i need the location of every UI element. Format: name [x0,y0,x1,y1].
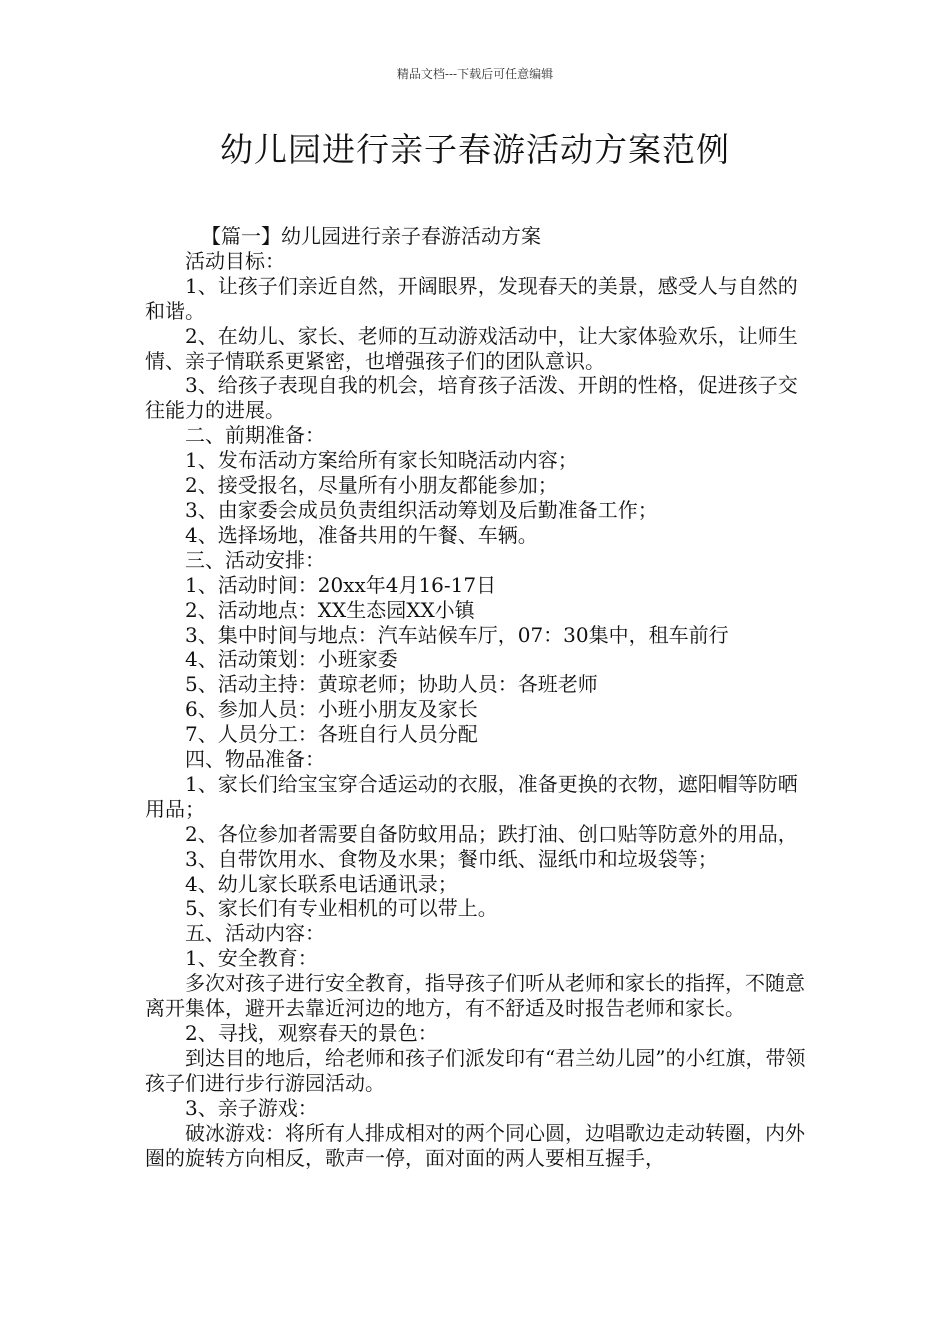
paragraph: 2、寻找，观察春天的景色： [185,1021,438,1045]
paragraph: 1、家长们给宝宝穿合适运动的衣服，准备更换的衣物，遮阳帽等防晒用品； [145,771,798,821]
paragraph: 5、家长们有专业相机的可以带上。 [185,896,498,921]
paragraph: 活动目标： [185,248,285,273]
paragraph: 7、人员分工：各班自行人员分配 [185,722,478,747]
paragraph: 5、活动主持：黄琼老师；协助人员：各班老师 [185,672,598,697]
paragraph: 2、活动地点：XX生态园XX小镇 [185,597,475,622]
paragraph: 到达目的地后，给老师和孩子们派发印有“君兰幼儿园”的小红旗，带领孩子们进行步行游园活动。 [145,1045,806,1095]
paragraph: 多次对孩子进行安全教育，指导孩子们听从老师和家长的指挥，不随意离开集体，避开去靠近河边的地方，有不舒适及时报告老师和家长。 [145,971,805,1021]
paragraph: 四、物品准备： [185,747,325,772]
section-heading: 【篇一】幼儿园进行亲子春游活动方案 [201,224,541,248]
paragraph: 2、在幼儿、家长、老师的互动游戏活动中，让大家体验欢乐，让师生情、亲子情联系更紧密，也增强孩子们的团队意识。 [145,323,798,373]
paragraph: 3、自带饮用水、食物及水果；餐巾纸、湿纸巾和垃圾袋等； [185,846,718,871]
document-body [145,224,807,1170]
header-note: 精品文档---下载后可任意编辑 [396,67,554,81]
paragraph: 1、活动时间：20xx年4月16-17日 [185,572,497,597]
paragraph: 3、集中时间与地点：汽车站候车厅，07：30集中，租车前行 [185,622,729,647]
paragraph: 二、前期准备： [185,423,325,448]
paragraph: 3、由家委会成员负责组织活动筹划及后勤准备工作； [185,497,658,522]
document-title: 幼儿园进行亲子春游活动方案范例 [220,130,730,169]
paragraph: 4、选择场地，准备共用的午餐、车辆。 [185,522,538,547]
paragraph: 1、安全教育： [185,946,318,971]
paragraph: 1、让孩子们亲近自然，开阔眼界，发现春天的美景，感受人与自然的和谐。 [145,273,798,323]
paragraph: 3、给孩子表现自我的机会，培育孩子活泼、开朗的性格，促进孩子交往能力的进展。 [145,373,798,423]
paragraph: 6、参加人员：小班小朋友及家长 [185,697,478,722]
paragraph: 三、活动安排： [185,547,325,572]
paragraph: 破冰游戏：将所有人排成相对的两个同心圆，边唱歌边走动转圈，内外圈的旋转方向相反，歌声一停，面对面的两人要相互握手， [145,1120,805,1170]
paragraph: 3、亲子游戏： [185,1095,318,1120]
paragraph: 2、各位参加者需要自备防蚊用品；跌打油、创口贴等防意外的用品， [185,821,798,846]
paragraph: 4、幼儿家长联系电话通讯录； [185,871,458,896]
paragraph: 4、活动策划：小班家委 [185,647,398,672]
paragraph: 1、发布活动方案给所有家长知晓活动内容； [185,448,578,473]
paragraph: 五、活动内容： [185,921,325,946]
paragraph: 2、接受报名，尽量所有小朋友都能参加； [185,473,558,498]
